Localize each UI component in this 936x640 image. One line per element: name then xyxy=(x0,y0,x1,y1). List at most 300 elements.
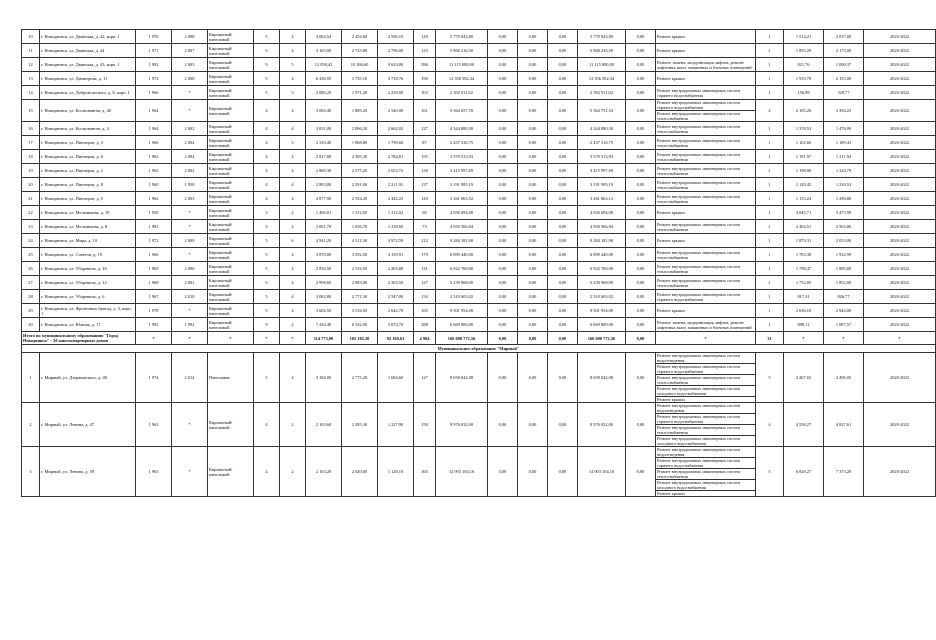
owners-cost-cell: 3 570 513,93 xyxy=(578,150,626,164)
other-cost-cell: 0,00 xyxy=(626,248,656,262)
total-cost-cell: 4 950 566,84 xyxy=(436,220,488,234)
row-number: 11 xyxy=(22,44,40,58)
entrances-cell: 4 xyxy=(280,353,306,403)
work-types-cell xyxy=(656,403,756,447)
premises-area-cell: 2 575,20 xyxy=(342,164,378,178)
work-types-cell xyxy=(656,234,756,248)
total-cost-cell: 3 415 997,69 xyxy=(436,164,488,178)
year-built-cell: 1 968 xyxy=(136,276,172,290)
total-cost-cell: 5 239 968,00 xyxy=(436,276,488,290)
residents-cell: 120 xyxy=(414,192,436,206)
municipal-cost-cell: 0,00 xyxy=(548,220,578,234)
year-renovated-cell: 2 003 xyxy=(172,58,208,72)
cost-limit-cell: 1 476,99 xyxy=(824,122,864,136)
work-type-item: Ремонт крыши xyxy=(657,308,685,313)
owners-cost-cell: 4 950 566,84 xyxy=(578,220,626,234)
region-cost-cell: 0,00 xyxy=(518,220,548,234)
work-type-item: Ремонт внутридомовых инженерных систем теплоснабжения xyxy=(657,221,741,232)
year-renovated-cell: * xyxy=(172,86,208,100)
residents-cell: 87 xyxy=(414,136,436,150)
address-cell: г. Новодвинск, ул. Мельникова, д. 10 xyxy=(40,206,136,220)
wall-material-cell: Кирпичный/панельный xyxy=(208,136,254,150)
total-cost-cell: 9 284 181,90 xyxy=(436,234,488,248)
total-area-cell: 2 310,40 xyxy=(306,136,342,150)
fund-cost-cell: 0,00 xyxy=(488,72,518,86)
total-cost-cell: 6 922 760,00 xyxy=(436,262,488,276)
work-types-cell xyxy=(656,86,756,100)
municipal-cost-cell: 0,00 xyxy=(548,72,578,86)
premises-area-cell: 2 771,30 xyxy=(342,290,378,304)
total-municipal-cost-cell: 0,00 xyxy=(548,332,578,345)
fund-cost-cell: 0,00 xyxy=(488,447,518,497)
work-types-cell xyxy=(656,100,756,122)
region-cost-cell: 0,00 xyxy=(518,100,548,122)
entrances-cell: 4 xyxy=(280,178,306,192)
floors-cell: 9 xyxy=(254,58,280,72)
floors-cell: 3 xyxy=(254,206,280,220)
work-type-item: Ремонт внутридомовых инженерных систем водоотведения xyxy=(656,353,755,364)
municipal-cost-cell: 0,00 xyxy=(548,248,578,262)
floors-cell: 4 xyxy=(254,192,280,206)
municipal-cost-cell: 0,00 xyxy=(548,318,578,332)
address-cell: г. Новодвинск, ул. Двинская, д. 43, корп. 1 xyxy=(40,58,136,72)
fund-cost-cell: 0,00 xyxy=(488,44,518,58)
premises-area-cell: 2 775,20 xyxy=(342,353,378,403)
table-row xyxy=(22,318,936,332)
wall-material-cell: Кирпичный/панельный xyxy=(208,122,254,136)
row-number: 20 xyxy=(22,178,40,192)
cost-limit-cell: 7 373,20 xyxy=(824,447,864,497)
row-number: 23 xyxy=(22,220,40,234)
table-row xyxy=(22,136,936,150)
residential-area-cell: 2 652,72 xyxy=(378,164,414,178)
cost-limit-cell: 2 944,00 xyxy=(824,304,864,318)
fund-cost-cell: 0,00 xyxy=(488,178,518,192)
wall-material-cell: Кирпичный/панельный xyxy=(208,234,254,248)
entrances-cell: 2 xyxy=(280,206,306,220)
work-type-item: Ремонт внутридомовых инженерных систем теплоснабжения xyxy=(657,249,741,260)
year-built-cell: 1 962 xyxy=(136,164,172,178)
period-cell: 2020-2022 xyxy=(864,72,936,86)
unit-cost-cell: 2 636,10 xyxy=(784,304,824,318)
table-row xyxy=(22,262,936,276)
address-cell: г. Новодвинск, ул. Советов, д. 19 xyxy=(40,248,136,262)
wall-material-cell: Кирпичный/панельный xyxy=(208,72,254,86)
total-residents-cell: 4 904 xyxy=(414,332,436,345)
work-type-item: Ремонт внутридомовых инженерных систем горячего водоснабжения xyxy=(657,291,741,302)
unit-cost-cell: 2 165,26 xyxy=(784,100,824,122)
municipal-cost-cell: 0,00 xyxy=(548,44,578,58)
work-type-item: Ремонт внутридомовых инженерных систем теплоснабжения xyxy=(656,375,755,386)
wall-material-cell: Кирпичный/панельный xyxy=(208,100,254,122)
region-cost-cell: 0,00 xyxy=(518,353,548,403)
entrances-cell: 5 xyxy=(280,58,306,72)
total-area-cell: 12 058,43 xyxy=(306,58,342,72)
work-types-cell xyxy=(656,150,756,164)
total-fund-cost-cell: 0,00 xyxy=(488,332,518,345)
floors-cell: 4 xyxy=(254,178,280,192)
period-cell: 2020-2022 xyxy=(864,220,936,234)
municipal-cost-cell: 0,00 xyxy=(548,290,578,304)
total-area-cell: 6 436,95 xyxy=(306,72,342,86)
premises-area-cell: 2 020,00 xyxy=(342,447,378,497)
table-row xyxy=(22,276,936,290)
residential-area-cell: 2 239,00 xyxy=(378,86,414,100)
region-cost-cell: 0,00 xyxy=(518,136,548,150)
unit-cost-cell: 1 191,97 xyxy=(784,150,824,164)
total-year-built-cell: * xyxy=(136,332,172,345)
unit-cost-cell: 1 102,66 xyxy=(784,136,824,150)
region-cost-cell: 0,00 xyxy=(518,164,548,178)
work-type-item: Ремонт крыши xyxy=(657,397,685,402)
work-count-cell: 1 xyxy=(756,206,784,220)
year-renovated-cell: * xyxy=(172,220,208,234)
row-number: 14 xyxy=(22,86,40,100)
residential-area-cell: 1 312,02 xyxy=(378,206,414,220)
period-cell: 2020-2022 xyxy=(864,290,936,304)
total-area-cell: 2 869,30 xyxy=(306,164,342,178)
work-type-item: Ремонт внутридомовых инженерных систем теплоснабжения xyxy=(657,277,741,288)
work-type-item: Ремонт внутридомовых инженерных систем теплоснабжения xyxy=(657,263,741,274)
total-area-cell: 1 496,81 xyxy=(306,206,342,220)
wall-material-cell: Кирпичный/панельный xyxy=(208,178,254,192)
year-renovated-cell: 2 008 xyxy=(172,30,208,44)
wall-material-cell: Кирпичный/панельный xyxy=(208,318,254,332)
fund-cost-cell: 0,00 xyxy=(488,304,518,318)
region-cost-cell: 0,00 xyxy=(518,122,548,136)
row-number: 19 xyxy=(22,164,40,178)
work-count-cell: 1 xyxy=(756,72,784,86)
premises-area-cell: 1 656,70 xyxy=(342,220,378,234)
other-cost-cell: 0,00 xyxy=(626,30,656,44)
total-cost-cell: 4 344 880,30 xyxy=(436,122,488,136)
residential-area-cell: 2 547,00 xyxy=(378,290,414,304)
address-cell: г. Новодвинск, ул. Пионеров, д. 3 xyxy=(40,136,136,150)
work-type-item: Ремонт внутридомовых инженерных систем водоотведения xyxy=(656,447,755,458)
fund-cost-cell: 0,00 xyxy=(488,290,518,304)
row-number: 2 xyxy=(22,403,40,447)
work-count-cell: 5 xyxy=(756,353,784,403)
residents-cell: 127 xyxy=(414,353,436,403)
fund-cost-cell: 0,00 xyxy=(488,164,518,178)
work-types-cell xyxy=(656,248,756,262)
other-cost-cell: 0,00 xyxy=(626,318,656,332)
work-types-cell xyxy=(656,318,756,332)
total-area-cell: 4 941,20 xyxy=(306,234,342,248)
row-number: 10 xyxy=(22,30,40,44)
premises-area-cell: 3 592,50 xyxy=(342,248,378,262)
cost-limit-cell: 2 053,00 xyxy=(824,234,864,248)
table-row xyxy=(22,353,936,403)
table-row xyxy=(22,403,936,447)
row-number: 30 xyxy=(22,318,40,332)
row-number: 24 xyxy=(22,234,40,248)
fund-cost-cell: 0,00 xyxy=(488,122,518,136)
residents-cell: 165 xyxy=(414,447,436,497)
year-built-cell: 1 970 xyxy=(136,30,172,44)
work-type-item: Ремонт крыши xyxy=(657,76,685,81)
residents-cell: 150 xyxy=(414,403,436,447)
municipal-cost-cell: 0,00 xyxy=(548,447,578,497)
fund-cost-cell: 0,00 xyxy=(488,30,518,44)
year-built-cell: 1 964 xyxy=(136,100,172,122)
total-area-cell: 3 602,50 xyxy=(306,304,342,318)
work-count-cell: 1 xyxy=(756,276,784,290)
owners-cost-cell: 9 284 181,90 xyxy=(578,234,626,248)
address-cell: г. Мирный, ул. Дзержинского, д. 48 xyxy=(40,353,136,403)
entrances-cell: 4 xyxy=(280,72,306,86)
owners-cost-cell: 3 191 995,19 xyxy=(578,178,626,192)
address-cell: г. Новодвинск, ул. Добровольского, д. 8, корп. 1 xyxy=(40,86,136,100)
row-number: 29 xyxy=(22,304,40,318)
work-type-item: Ремонт крыши xyxy=(657,210,685,215)
region-cost-cell: 0,00 xyxy=(518,150,548,164)
work-type-item: Ремонт внутридомовых инженерных систем теплоснабжения xyxy=(657,111,741,121)
region-cost-cell: 0,00 xyxy=(518,276,548,290)
residential-area-cell: 5 074,70 xyxy=(378,318,414,332)
municipal-cost-cell: 0,00 xyxy=(548,122,578,136)
total-area-cell: 3 163,90 xyxy=(306,44,342,58)
row-number: 18 xyxy=(22,150,40,164)
year-renovated-cell: * xyxy=(172,100,208,122)
municipal-cost-cell: 0,00 xyxy=(548,353,578,403)
year-built-cell: 1 992 xyxy=(136,58,172,72)
other-cost-cell: 0,00 xyxy=(626,206,656,220)
unit-cost-cell: 4 558,27 xyxy=(784,403,824,447)
work-type-item: Ремонт внутридомовых инженерных систем водоотведения xyxy=(656,403,755,414)
unit-cost-cell: 1 752,85 xyxy=(784,276,824,290)
address-cell: г. Новодвинск, ул. Пионеров, д. 5 xyxy=(40,192,136,206)
total-cost-cell: 3 261 063,52 xyxy=(436,192,488,206)
total-area-cell: 3 051,08 xyxy=(306,122,342,136)
wall-material-cell: Кирпичный/панельный xyxy=(208,164,254,178)
region-cost-cell: 0,00 xyxy=(518,403,548,447)
total-area-cell: 7 420,40 xyxy=(306,318,342,332)
total-residential-area-cell: 92 160,63 xyxy=(378,332,414,345)
total-area-cell: 2 103,60 xyxy=(306,403,342,447)
premises-area-cell: 4 311,30 xyxy=(342,234,378,248)
table-row xyxy=(22,206,936,220)
other-cost-cell: 0,00 xyxy=(626,304,656,318)
year-renovated-cell: 2 009 xyxy=(172,234,208,248)
capital-repair-table-page xyxy=(21,29,910,497)
total-label: Итого по муниципальному образованию "Город Новодвинск" - 30 многоквартирных домов xyxy=(22,332,136,345)
residents-cell: 196 xyxy=(414,72,436,86)
total-total-cost-cell: 166 690 772,56 xyxy=(436,332,488,345)
year-renovated-cell: * xyxy=(172,447,208,497)
work-types-cell xyxy=(656,122,756,136)
unit-cost-cell: 817,31 xyxy=(784,290,824,304)
cost-limit-cell: 2 175,00 xyxy=(824,44,864,58)
residents-cell: 127 xyxy=(414,122,436,136)
region-cost-cell: 0,00 xyxy=(518,30,548,44)
premises-area-cell: 1 885,20 xyxy=(342,100,378,122)
residents-cell: 137 xyxy=(414,178,436,192)
work-count-cell: 1 xyxy=(756,122,784,136)
table-row xyxy=(22,192,936,206)
wall-material-cell: Кирпичный/панельный xyxy=(208,262,254,276)
residents-cell: 60 xyxy=(414,206,436,220)
owners-cost-cell: 2 392 911,02 xyxy=(578,86,626,100)
premises-area-cell: 2 806,20 xyxy=(342,122,378,136)
work-types-cell xyxy=(656,290,756,304)
total-area-cell: 3 184,00 xyxy=(306,353,342,403)
total-area-cell: 3 065,40 xyxy=(306,100,342,122)
residents-cell: 73 xyxy=(414,220,436,234)
other-cost-cell: 0,00 xyxy=(626,164,656,178)
period-cell: 2020-2022 xyxy=(864,100,936,122)
table-row xyxy=(22,234,936,248)
total-cost-cell: 6 669 800,00 xyxy=(436,318,488,332)
floors-cell: 4 xyxy=(254,403,280,447)
work-type-item: Ремонт внутридомовых инженерных систем холодного водоснабжения xyxy=(656,480,755,491)
municipal-cost-cell: 0,00 xyxy=(548,304,578,318)
table-row xyxy=(22,447,936,497)
work-count-cell: 1 xyxy=(756,304,784,318)
entrances-cell: 2 xyxy=(280,403,306,447)
residential-area-cell: 1 238,60 xyxy=(378,220,414,234)
entrances-cell: 4 xyxy=(280,276,306,290)
region-cost-cell: 0,00 xyxy=(518,178,548,192)
region-cost-cell: 0,00 xyxy=(518,192,548,206)
municipal-cost-cell: 0,00 xyxy=(548,262,578,276)
unit-cost-cell: 1 919,78 xyxy=(784,72,824,86)
period-cell: 2020-2022 xyxy=(864,447,936,497)
region-cost-cell: 0,00 xyxy=(518,86,548,100)
row-number: 3 xyxy=(22,447,40,497)
municipal-cost-cell: 0,00 xyxy=(548,30,578,44)
residential-area-cell: 9 633,00 xyxy=(378,58,414,72)
work-count-cell: 1 xyxy=(756,248,784,262)
work-type-item: Ремонт внутридомовых инженерных систем теплоснабжения xyxy=(656,425,755,436)
year-built-cell: 1 963 xyxy=(136,403,172,447)
owners-cost-cell: 4 344 880,30 xyxy=(578,122,626,136)
wall-material-cell: Кирпичный/панельный xyxy=(208,220,254,234)
wall-material-cell: Кирпичный/панельный xyxy=(208,304,254,318)
table-row xyxy=(22,164,936,178)
work-count-cell: 1 xyxy=(756,58,784,72)
premises-area-cell: 6 332,00 xyxy=(342,318,378,332)
owners-cost-cell: 5 868 216,50 xyxy=(578,44,626,58)
work-types-cell xyxy=(656,206,756,220)
cost-limit-cell: 2 155,00 xyxy=(824,72,864,86)
work-count-cell: 1 xyxy=(756,318,784,332)
other-cost-cell: 0,00 xyxy=(626,178,656,192)
total-other-cost-cell: 0,00 xyxy=(626,332,656,345)
municipal-cost-cell: 0,00 xyxy=(548,276,578,290)
table-row xyxy=(22,86,936,100)
floors-cell: 3 xyxy=(254,220,280,234)
cost-limit-cell: 4 827,61 xyxy=(824,403,864,447)
entrances-cell: 4 xyxy=(280,192,306,206)
residents-cell: 103 xyxy=(414,86,436,100)
owners-cost-cell: 4 056 694,08 xyxy=(578,206,626,220)
cost-limit-cell: 328,77 xyxy=(824,86,864,100)
address-cell: г. Мирный, ул. Ленина, д. 59 xyxy=(40,447,136,497)
period-cell: 2020-2022 xyxy=(864,403,936,447)
residential-area-cell: 1 128,10 xyxy=(378,447,414,497)
address-cell: г. Новодвинск, ул. Димитрова, д. 11 xyxy=(40,72,136,86)
period-cell: 2020-2022 xyxy=(864,304,936,318)
entrances-cell: 4 xyxy=(280,304,306,318)
total-premises-area-cell: 102 182,20 xyxy=(342,332,378,345)
row-number: 15 xyxy=(22,100,40,122)
table-body xyxy=(22,30,936,497)
year-renovated-cell: 1 958 xyxy=(172,178,208,192)
year-renovated-cell: 2 003 xyxy=(172,192,208,206)
owners-cost-cell: 9 501 954,00 xyxy=(578,304,626,318)
region-cost-cell: 0,00 xyxy=(518,318,548,332)
work-type-item: Ремонт внутридомовых инженерных систем теплоснабжения xyxy=(657,123,741,134)
floors-cell: 9 xyxy=(254,318,280,332)
total-cost-cell: 9 501 954,00 xyxy=(436,304,488,318)
municipal-cost-cell: 0,00 xyxy=(548,192,578,206)
entrances-cell: 3 xyxy=(280,136,306,150)
floors-cell: 5 xyxy=(254,276,280,290)
unit-cost-cell: 2 404,51 xyxy=(784,220,824,234)
residential-area-cell: 2 203,80 xyxy=(378,262,414,276)
year-renovated-cell: 2 004 xyxy=(172,150,208,164)
wall-material-cell: Кирпичный/панельный xyxy=(208,150,254,164)
wall-material-cell: Кирпичный/панельный xyxy=(208,248,254,262)
year-built-cell: 1 966 xyxy=(136,136,172,150)
wall-material-cell: Кирпичный/панельный xyxy=(208,403,254,447)
year-renovated-cell: 2 014 xyxy=(172,353,208,403)
total-cost-cell: 4 056 694,08 xyxy=(436,206,488,220)
other-cost-cell: 0,00 xyxy=(626,353,656,403)
year-built-cell: 1 978 xyxy=(136,304,172,318)
total-area-cell: 2 998,60 xyxy=(306,276,342,290)
period-cell: 2020-2022 xyxy=(864,44,936,58)
owners-cost-cell: 3 261 063,12 xyxy=(578,192,626,206)
year-renovated-cell: 2 001 xyxy=(172,276,208,290)
cost-limit-cell: 1 090,37 xyxy=(824,58,864,72)
cost-limit-cell: 826,77 xyxy=(824,290,864,304)
year-built-cell: 1 966 xyxy=(136,86,172,100)
residential-area-cell: 2 211,91 xyxy=(378,178,414,192)
year-built-cell: 1 962 xyxy=(136,150,172,164)
residents-cell: 179 xyxy=(414,248,436,262)
entrances-cell: 4 xyxy=(280,100,306,122)
year-renovated-cell: * xyxy=(172,206,208,220)
entrances-cell: 4 xyxy=(280,290,306,304)
total-cost-cell: 5 364 657,59 xyxy=(436,100,488,122)
work-count-cell: 1 xyxy=(756,164,784,178)
table-row xyxy=(22,150,936,164)
table-row xyxy=(22,248,936,262)
residents-cell: 161 xyxy=(414,100,436,122)
period-cell: 2020-2022 xyxy=(864,206,936,220)
residents-cell: 212 xyxy=(414,234,436,248)
year-built-cell: 1 967 xyxy=(136,290,172,304)
unit-cost-cell: 921,76 xyxy=(784,58,824,72)
row-number: 13 xyxy=(22,72,40,86)
period-cell: 2020-2022 xyxy=(864,164,936,178)
year-renovated-cell: 2 007 xyxy=(172,44,208,58)
unit-cost-cell: 3 045,71 xyxy=(784,206,824,220)
work-count-cell: 5 xyxy=(756,447,784,497)
period-cell: 2020-2022 xyxy=(864,234,936,248)
residential-area-cell: 2 540,00 xyxy=(378,100,414,122)
year-built-cell: 1 963 xyxy=(136,447,172,497)
floors-cell: 5 xyxy=(254,353,280,403)
year-renovated-cell: * xyxy=(172,304,208,318)
total-cost-cell: 5 779 843,80 xyxy=(436,30,488,44)
municipal-cost-cell: 0,00 xyxy=(548,86,578,100)
work-count-cell: 1 xyxy=(756,44,784,58)
work-type-item: Ремонт внутридомовых инженерных систем холодного водоснабжения xyxy=(656,386,755,397)
other-cost-cell: 0,00 xyxy=(626,72,656,86)
